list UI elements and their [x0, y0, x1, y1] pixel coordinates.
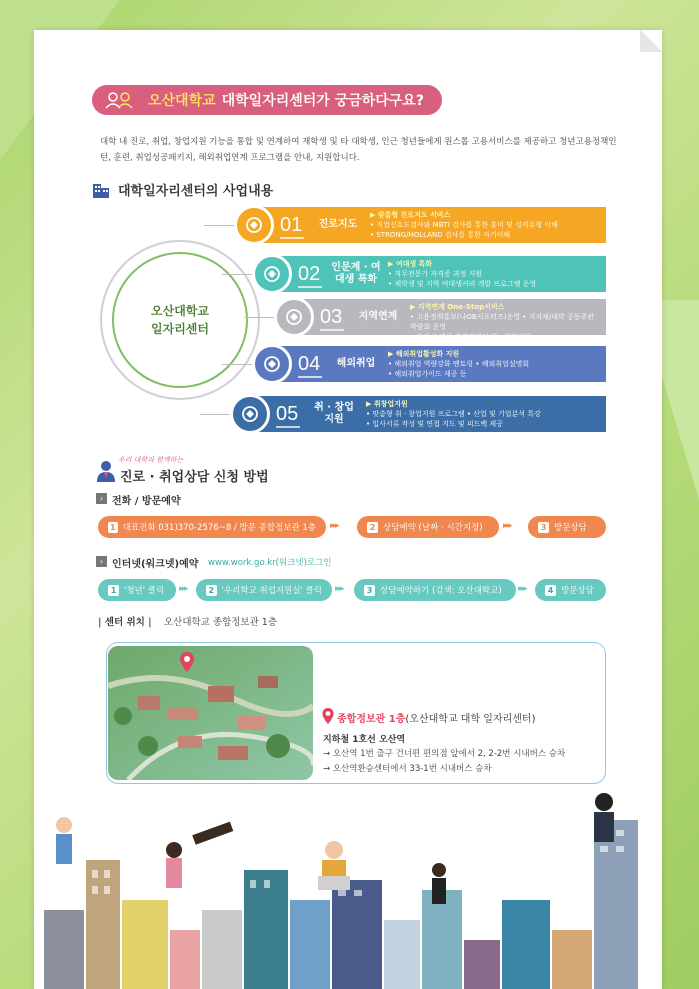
service-icon: [274, 297, 314, 337]
map-pin-icon: [180, 652, 194, 672]
internet-step-2: [196, 579, 332, 601]
step-text: 상담예약하기 (검색: 오산대학교): [380, 586, 502, 596]
location-value: 오산대학교 종합정보관 1층: [164, 617, 278, 628]
arrow-icon: ▸▸▸: [330, 521, 338, 531]
service-number: 04: [298, 353, 321, 375]
phone-step-1: [98, 516, 326, 538]
service-desc-line: • 오산시 대상 자격과정의 취 · 창업지원: [410, 333, 532, 341]
connector-line: [222, 364, 252, 365]
service-description: [388, 349, 602, 379]
service-desc-title: ▶ 해외취업활성화 지원: [388, 350, 460, 358]
subway-line: 지하철 1호선 오산역: [323, 735, 406, 745]
intro-text: 대학 내 진로, 취업, 창업지원 기능을 통합 및 연계하여 재학생 및 타 대학생, 인근 청년들에게 원스톱 고용서비스를 제공하고 청년고용정책인턴, 훈련, 취업성공패키지, 해외취업연계 프로그램을 안내, 지원합니다.: [100, 137, 617, 163]
bullet-icon: ›: [96, 556, 107, 567]
service-desc-line: • 재학생 및 지역 여대생커리 개발 프로그램 운영: [388, 280, 537, 288]
route-1: → 오산역 1번 출구 건너편 편의점 앞에서 2, 2-2번 시내버스 승차: [323, 749, 566, 759]
location-label: 센터 위치: [104, 617, 145, 628]
internet-label: 인터넷(워크넷)예약: [112, 559, 199, 570]
service-description: [370, 210, 602, 240]
service-desc-title: ▶ 지역연계 One-Stop서비스: [410, 303, 505, 311]
title-highlight: 오산대학교: [148, 93, 216, 109]
number-underline: [298, 286, 322, 288]
service-icon: [252, 254, 292, 294]
number-underline: [320, 329, 344, 331]
step-number: 2: [367, 522, 378, 533]
service-desc-line: • 해외취업가이드 제공 등: [388, 370, 467, 378]
step-number: 1: [108, 522, 118, 533]
step-text: 상담예약 (날짜 · 시간지정): [383, 523, 483, 533]
service-description: [388, 259, 602, 289]
number-underline: [276, 426, 300, 428]
step-text: 방문상담: [554, 523, 587, 533]
center-circle: [112, 252, 248, 388]
step-text: 대표전화 031)370-2576~8 / 방문 종합정보관 1층: [122, 523, 316, 533]
arrow-icon: ▸▸▸: [179, 584, 187, 594]
building-icon: [92, 180, 110, 198]
location-pin-icon: [322, 708, 334, 724]
service-desc-title: ▶ 여대생 특화: [388, 260, 433, 268]
connector-line: [222, 274, 252, 275]
route-2: → 오산역환승센터에서 33-1번 시내버스 승차: [323, 764, 492, 774]
service-desc-title: ▶ 맞춤형 진로지도 서비스: [370, 211, 451, 219]
step-number: 3: [364, 585, 375, 596]
service-name: 진로지도: [318, 219, 358, 230]
service-number: 03: [320, 306, 343, 328]
campus-aerial-photo: [108, 646, 313, 780]
step-number: 2: [206, 585, 217, 596]
step-number: 1: [108, 585, 119, 596]
service-name: 취 · 창업 지원: [314, 402, 354, 425]
service-number: 02: [298, 263, 321, 285]
service-desc-line: • 맞춤형 취 · 창업지원 프로그램 • 산업 및 기업분석 특강: [366, 410, 541, 418]
worknet-link[interactable]: www.work.go.kr(워크넷)로그인: [208, 558, 332, 568]
arrow-icon: ▸▸▸: [503, 521, 511, 531]
place-rest: (오산대학교 대학 일자리센터): [405, 714, 536, 725]
connector-line: [244, 317, 274, 318]
service-desc-line: • 직무전문가 자격증 과정 지원: [388, 270, 483, 278]
phone-step-3: [528, 516, 606, 538]
city-illustration: [34, 790, 662, 989]
consult-heading: 진로 · 취업상담 신청 방법: [120, 470, 269, 485]
business-heading: 대학일자리센터의 사업내용: [118, 184, 274, 199]
service-icon: [234, 205, 274, 245]
consult-caption: 우리 대학과 함께하는: [118, 456, 184, 464]
service-desc-line: • STRONG/HOLLAND 검사를 통한 자기이해: [370, 231, 511, 239]
step-number: 3: [538, 522, 549, 533]
service-desc-line: • 고용정책홍보(나OB서포터즈)운영 • 지자체/대학 공동주관 박람회 운영: [410, 313, 595, 331]
internet-step-4: [535, 579, 606, 601]
number-underline: [280, 237, 304, 239]
service-icon: [252, 344, 292, 384]
step-text: '청년' 클릭: [124, 586, 165, 596]
phone-step-2: [357, 516, 499, 538]
page-fold: [640, 30, 662, 52]
number-underline: [298, 376, 322, 378]
internet-step-3: [354, 579, 516, 601]
arrow-icon: ▸▸▸: [518, 584, 526, 594]
step-text: 방문상담: [561, 586, 594, 596]
service-number: 01: [280, 214, 303, 236]
people-icon: [104, 91, 134, 109]
place-highlight: 종합정보관 1층: [337, 714, 406, 725]
service-desc-line: • 해외취업 역량강화 멘토링 • 해외취업설명회: [388, 360, 530, 368]
service-name: 인문계 · 여대생 특화: [331, 262, 381, 285]
person-icon: [96, 460, 116, 482]
location-label-wrap: | 센터 위치 |: [98, 617, 152, 628]
service-icon: [230, 394, 270, 434]
service-desc-title: ▶ 취창업지원: [366, 400, 408, 408]
bullet-icon: ›: [96, 493, 107, 504]
connector-line: [200, 414, 230, 415]
service-name: 지역연계: [358, 311, 398, 322]
service-description: [410, 302, 602, 342]
internet-step-1: [98, 579, 176, 601]
service-desc-line: • 입사서류 작성 및 면접 지도 및 피드백 제공: [366, 420, 503, 428]
service-description: [366, 399, 602, 429]
center-line1: 오산대학교: [151, 304, 209, 318]
service-name: 해외취업: [336, 358, 376, 369]
place-line: [337, 710, 536, 725]
step-text: '우리학교 취업지원실' 클릭: [221, 586, 322, 596]
title-text: 대학일자리센터가 궁금하다구요?: [221, 93, 424, 109]
page-title: [92, 85, 442, 115]
step-number: 4: [545, 585, 556, 596]
service-desc-line: • 직업선호도검사와 MBTI 검사를 통한 흥미 및 성격유형 이해: [370, 221, 558, 229]
phone-label: 전화 / 방문예약: [112, 496, 181, 507]
center-line2: 일자리센터: [151, 322, 209, 336]
connector-line: [204, 225, 234, 226]
arrow-icon: ▸▸▸: [335, 584, 343, 594]
service-number: 05: [276, 403, 299, 425]
